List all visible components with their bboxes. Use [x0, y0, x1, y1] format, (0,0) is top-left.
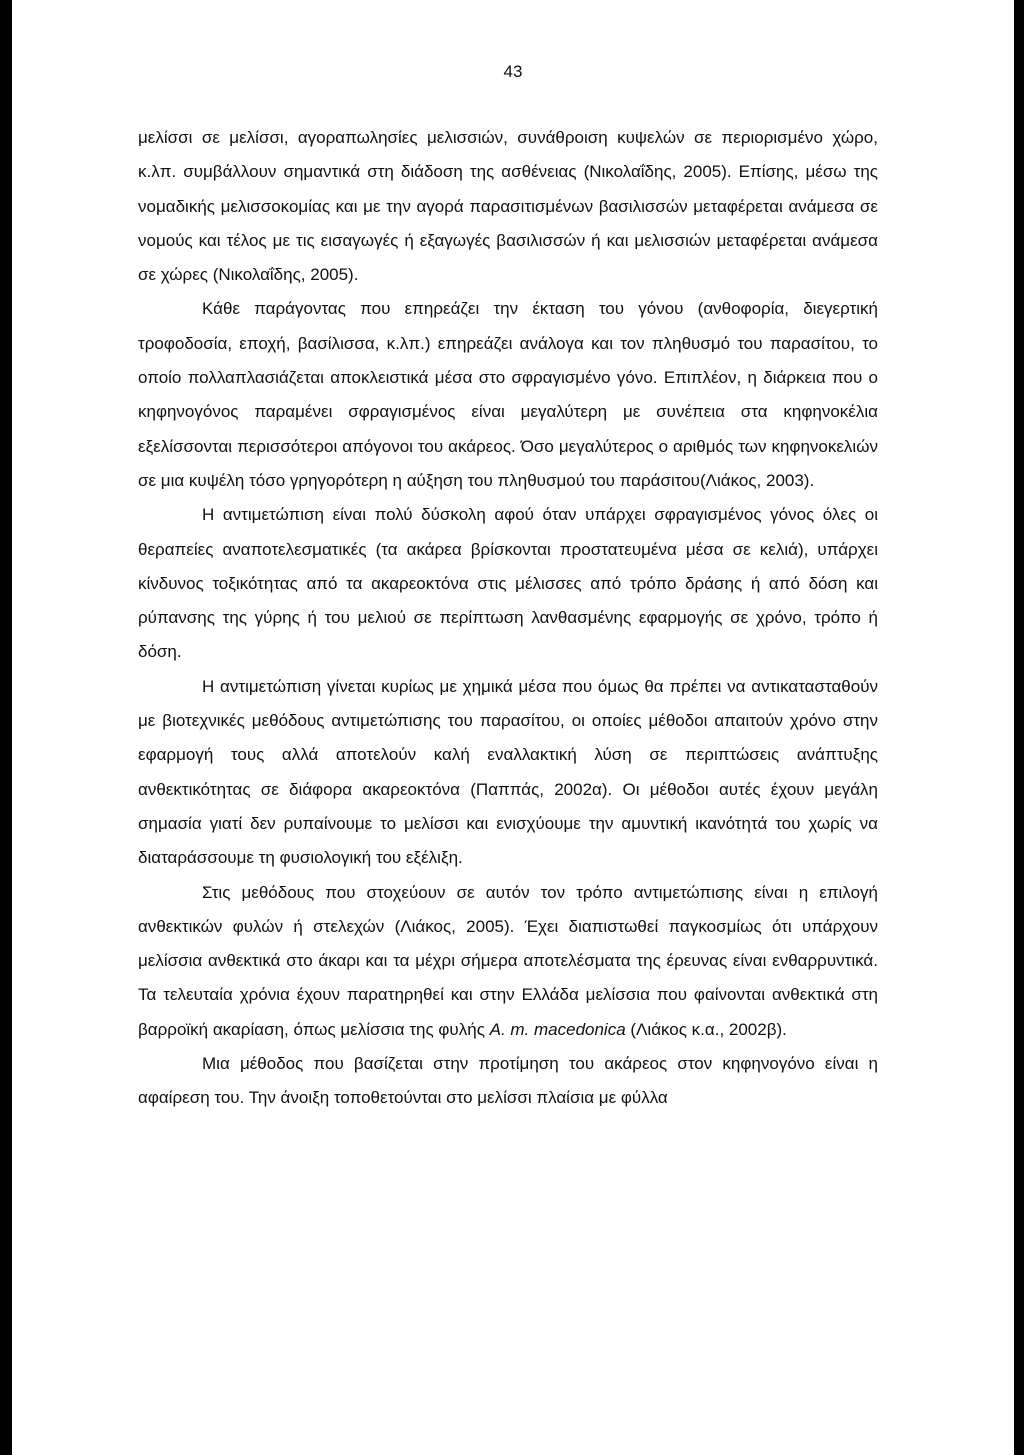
document-body — [138, 121, 878, 1116]
paragraph-2: Κάθε παράγοντας που επηρεάζει την έκταση του γόνου (ανθοφορία, διεγερτική τροφοδοσία, εποχή, βασίλισσα, κ.λπ.) επηρεάζει ανάλογα και τον πληθυσμό του παρασίτου, το οποίο πολλαπλασιάζεται αποκλειστικά μέσα στο σφραγισμένο γόνο. Επιπλέον, η διάρκεια που ο κηφηνογόνος παραμένει σφραγισμένος είναι μεγαλύτερη με συνέπεια στα κηφηνοκέλια εξελίσσονται περισσότεροι απόγονοι του ακάρεος. Όσο μεγαλύτερος ο αριθμός των κηφηνοκελιών σε μια κυψέλη τόσο γρηγορότερη η αύξηση του πληθυσμού του παράσιτου(Λιάκος, 2003). — [138, 299, 878, 490]
page-number: 43 — [503, 62, 523, 81]
paragraph-1: μελίσσι σε μελίσσι, αγοραπωλησίες μελισσιών, συνάθροιση κυψελών σε περιορισμένο χώρο, κ.λπ. συμβάλλουν σημαντικά στη διάδοση της ασθένειας (Νικολαΐδης, 2005). Επίσης, μέσω της νομαδικής μελισσοκομίας και με την αγορά παρασιτισμένων βασιλισσών μεταφέρεται ανάμεσα σε νομούς και τέλος με τις εισαγωγές ή εξαγωγές βασιλισσών ή και μελισσιών μεταφέρεται ανάμεσα σε χώρες (Νικολαΐδης, 2005). — [138, 128, 878, 285]
paragraph-3: Η αντιμετώπιση είναι πολύ δύσκολη αφού όταν υπάρχει σφραγισμένος γόνος όλες οι θεραπείες αναποτελεσματικές (τα ακάρεα βρίσκονται προστατευμένα μέσα σε κελιά), υπάρχει κίνδυνος τοξικότητας από τα ακαρεοκτόνα στις μέλισσες από τρόπο δράσης ή από δόση και ρύπανσης της γύρης ή του μελιού σε περίπτωση λανθασμένης εφαρμογής σε χρόνο, τρόπο ή δόση. — [138, 505, 878, 662]
species-name-italic: A. m. macedonica — [489, 1019, 626, 1039]
paragraph-5 — [138, 876, 878, 1047]
paragraph-5-text-after: (Λιάκος κ.α., 2002β). — [625, 1019, 787, 1039]
paragraph-4: Η αντιμετώπιση γίνεται κυρίως με χημικά μέσα που όμως θα πρέπει να αντικατασταθούν με βιοτεχνικές μεθόδους αντιμετώπισης του παρασίτου, οι οποίες μέθοδοι απαιτούν χρόνο στην εφαρμογή τους αλλά αποτελούν καλή εναλλακτική λύση σε περιπτώσεις ανάπτυξης ανθεκτικότητας σε διάφορα ακαρεοκτόνα (Παππάς, 2002α). Οι μέθοδοι αυτές έχουν μεγάλη σημασία γιατί δεν ρυπαίνουμε το μελίσσι και ενισχύουμε την αμυντική ικανότητά του χωρίς να διαταράσσουμε τη φυσιολογική του εξέλιξη. — [138, 676, 878, 868]
paragraph-5-text-before: Στις μεθόδους που στοχεύουν σε αυτόν τον τρόπο αντιμετώπισης είναι η επιλογή ανθεκτικών φυλών ή στελεχών (Λιάκος, 2005). Έχει διαπιστωθεί παγκοσμίως ότι υπάρχουν μελίσσια ανθεκτικά στο άκαρι και τα μέχρι σήμερα αποτελέσματα της έρευνας είναι ενθαρρυντικά. Τα τελευταία χρόνια έχουν παρατηρηθεί και στην Ελλάδα μελίσσια που φαίνονται ανθεκτικά στη βαρροϊκή ακαρίαση, όπως μελίσσια της φυλής — [138, 882, 878, 1039]
document-page — [12, 0, 1014, 1455]
paragraph-6: Μια μέθοδος που βασίζεται στην προτίμηση του ακάρεος στον κηφηνογόνο είναι η αφαίρεση του. Την άνοιξη τοποθετούνται στο μελίσσι πλαίσια με φύλλα — [138, 1054, 878, 1108]
